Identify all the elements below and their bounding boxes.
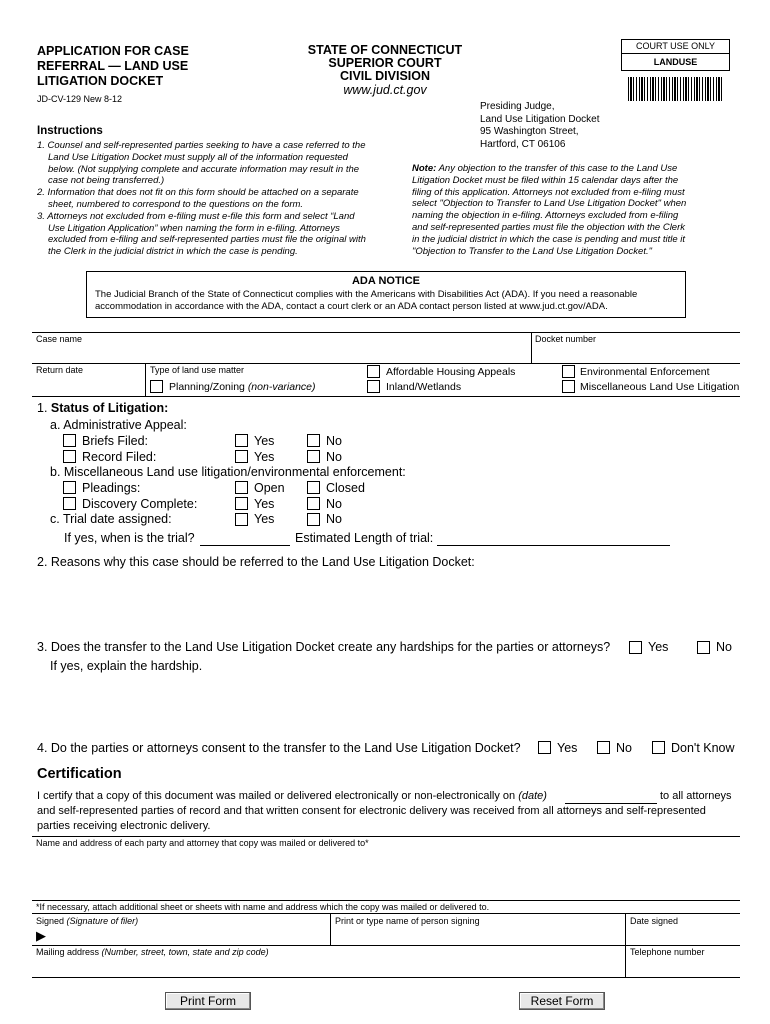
briefs-yes-checkbox[interactable] <box>235 434 248 447</box>
reasons-input[interactable] <box>36 573 736 633</box>
discovery-yes-label: Yes <box>254 497 275 511</box>
instruction-line: Land Use Litigation Docket must supply all of the information requested <box>48 151 348 163</box>
consent-yes-checkbox[interactable] <box>538 741 551 754</box>
hardship-yes-label: Yes <box>648 640 669 654</box>
reset-form-button[interactable]: Reset Form <box>519 992 605 1010</box>
divider <box>330 913 331 945</box>
briefs-yes-label: Yes <box>254 434 275 448</box>
court-website: www.jud.ct.gov <box>343 83 427 97</box>
instruction-line: the Clerk in the judicial district in which the case is pending. <box>48 246 298 258</box>
recipients-input[interactable] <box>34 850 738 898</box>
address-line: Presiding Judge, <box>480 101 555 112</box>
planning-zoning-label <box>169 381 316 393</box>
certification-text: I certify that a copy of this document was mailed or delivered electronically or non-electronically on <box>37 790 516 802</box>
discovery-label: Discovery Complete: <box>82 497 198 511</box>
environmental-enforcement-checkbox[interactable] <box>562 365 575 378</box>
instruction-line: below. (Not supplying complete and accurate information may result in the <box>48 163 360 175</box>
hardship-yes-checkbox[interactable] <box>629 641 642 654</box>
hardship-explain-label: If yes, explain the hardship. <box>50 659 203 673</box>
instruction-line: excluded from e-filing and self-represented parties must file the original with <box>48 234 366 246</box>
divider <box>32 396 740 397</box>
note-line: Any objection to the transfer of this case to the Land Use <box>438 163 678 174</box>
divider <box>32 977 740 978</box>
discovery-no-checkbox[interactable] <box>307 497 320 510</box>
consent-no-label: No <box>616 741 632 755</box>
hardship-question: 3. Does the transfer to the Land Use Litigation Docket create any hardships for the parties or attorneys? <box>37 640 611 654</box>
pleadings-closed-label: Closed <box>326 481 365 495</box>
affordable-housing-checkbox[interactable] <box>367 365 380 378</box>
certification-line-1 <box>37 790 547 802</box>
instruction-line: case not being transferred.) <box>48 175 165 187</box>
mailing-address-label <box>36 947 269 957</box>
discovery-no-label: No <box>326 497 342 511</box>
court-name: SUPERIOR COURT <box>328 56 442 70</box>
court-use-label: COURT USE ONLY <box>622 40 729 54</box>
court-state: STATE OF CONNECTICUT <box>307 43 463 57</box>
instruction-line: 3. Attorneys not excluded from e-filing must e-file this form and select “Land <box>37 210 355 222</box>
misc-land-use-checkbox[interactable] <box>562 380 575 393</box>
mailing-address-block <box>480 101 600 151</box>
hardship-explain-input[interactable] <box>48 677 736 732</box>
signed-text: Signed <box>36 916 65 926</box>
certification-line-2: and self-represented parties of record and that written consent for electronic delivery was received from all attorneys and self-represented <box>37 805 706 817</box>
trial-length-input[interactable] <box>437 545 670 546</box>
address-line: Land Use Litigation Docket <box>480 113 600 125</box>
record-yes-checkbox[interactable] <box>235 450 248 463</box>
divider <box>32 913 740 914</box>
court-use-value: LANDUSE <box>653 57 698 67</box>
case-name-label: Case name <box>36 334 83 344</box>
ada-title: ADA NOTICE <box>351 275 421 287</box>
discovery-yes-checkbox[interactable] <box>235 497 248 510</box>
recipients-label: Name and address of each party and attorney that copy was mailed or delivered to* <box>36 838 369 848</box>
admin-appeal-label: a. Administrative Appeal: <box>50 418 187 432</box>
trial-yes-checkbox[interactable] <box>235 513 248 526</box>
record-label: Record Filed: <box>82 450 157 464</box>
return-date-input[interactable] <box>34 376 142 394</box>
note-line: Litigation Docket must be filed within 15 calendar days after the <box>412 174 679 186</box>
inland-wetlands-label: Inland/Wetlands <box>386 381 462 393</box>
form-title <box>37 44 189 89</box>
environmental-enforcement-label: Environmental Enforcement <box>580 366 710 378</box>
note-line: in the judicial district in which the case is pending and must title it <box>412 233 685 245</box>
briefs-checkbox[interactable] <box>63 434 76 447</box>
divider <box>32 945 740 946</box>
pleadings-label: Pleadings: <box>82 481 141 495</box>
case-name-input[interactable] <box>34 344 528 362</box>
court-division: CIVIL DIVISION <box>339 69 431 83</box>
misc-land-use-label: Miscellaneous Land Use Litigation <box>580 381 740 393</box>
reasons-question: 2. Reasons why this case should be referred to the Land Use Litigation Docket: <box>37 555 475 569</box>
divider <box>32 836 740 837</box>
recipients-footnote: *If necessary, attach additional sheet or sheets with name and address which the copy was mailed or delivered to. <box>36 902 490 912</box>
ada-notice <box>86 271 686 318</box>
pleadings-open-label: Open <box>254 481 285 495</box>
pleadings-checkbox[interactable] <box>63 481 76 494</box>
court-use-box <box>621 39 730 71</box>
objection-note <box>412 163 686 257</box>
land-use-type-label: Type of land use matter <box>150 365 245 375</box>
certification-heading: Certification <box>37 766 122 782</box>
instruction-line: Use Litigation Application” when naming the form in e-filing. Attorneys <box>48 222 340 234</box>
record-no-checkbox[interactable] <box>307 450 320 463</box>
certification-date-input[interactable] <box>565 803 657 804</box>
certification-line-3: parties receiving electronic delivery. <box>37 820 211 832</box>
address-line: Hartford, CT 06106 <box>480 138 566 150</box>
instructions-heading: Instructions <box>37 125 103 137</box>
consent-yes-label: Yes <box>557 741 578 755</box>
consent-question: 4. Do the parties or attorneys consent to the transfer to the Land Use Litigation Docket? <box>37 741 521 755</box>
trial-no-label: No <box>326 512 342 526</box>
note-line: naming the objection in e-filing. Attorneys excluded from e-filing <box>412 210 679 222</box>
trial-assigned-label: c. Trial date assigned: <box>50 512 172 526</box>
title-line-1: APPLICATION FOR CASE <box>37 44 189 58</box>
ada-line: accommodation in accordance with the ADA, contact a court clerk or an ADA contact person listed at www.jud.ct.gov/ADA. <box>95 301 608 312</box>
consent-dont-know-label: Don't Know <box>671 741 735 755</box>
planning-zoning-note: (non-variance) <box>247 381 316 393</box>
date-signed-input[interactable] <box>628 927 738 943</box>
status-heading-text: Status of Litigation: <box>50 401 169 415</box>
ada-text <box>95 289 685 313</box>
trial-when-input[interactable] <box>200 545 290 546</box>
instructions-list <box>37 140 366 258</box>
trial-no-checkbox[interactable] <box>307 513 320 526</box>
status-heading-number: 1. <box>37 401 48 415</box>
inland-wetlands-checkbox[interactable] <box>367 380 380 393</box>
hardship-no-label: No <box>716 640 732 654</box>
discovery-checkbox[interactable] <box>63 497 76 510</box>
consent-dont-know-checkbox[interactable] <box>652 741 665 754</box>
date-signed-label: Date signed <box>630 916 679 926</box>
trial-when-label: If yes, when is the trial? <box>64 531 195 545</box>
status-heading <box>37 401 168 415</box>
hardship-no-checkbox[interactable] <box>697 641 710 654</box>
pleadings-open-checkbox[interactable] <box>235 481 248 494</box>
print-name-input[interactable] <box>334 927 624 943</box>
trial-yes-label: Yes <box>254 512 275 526</box>
mailing-text: Mailing address <box>36 947 100 957</box>
title-line-3: LITIGATION DOCKET <box>37 74 164 88</box>
record-yes-label: Yes <box>254 450 275 464</box>
telephone-label: Telephone number <box>630 947 705 957</box>
note-line: and self-represented parties must file the objection with the Clerk <box>412 221 685 233</box>
consent-no-checkbox[interactable] <box>597 741 610 754</box>
certification-line-1-end: to all attorneys <box>660 790 732 802</box>
court-heading <box>300 44 470 83</box>
affordable-housing-label: Affordable Housing Appeals <box>386 366 516 378</box>
signed-note: (Signature of filer) <box>66 916 139 926</box>
trial-length-label: Estimated Length of trial: <box>295 531 434 545</box>
pleadings-closed-checkbox[interactable] <box>307 481 320 494</box>
title-line-2: REFERRAL — LAND USE <box>37 59 189 73</box>
briefs-no-checkbox[interactable] <box>307 434 320 447</box>
certification-date-hint: (date) <box>518 790 547 802</box>
docket-number-label: Docket number <box>535 334 597 344</box>
form-id: JD-CV-129 New 8-12 <box>37 94 123 104</box>
print-name-label: Print or type name of person signing <box>335 916 480 926</box>
divider <box>32 900 740 901</box>
divider <box>531 332 532 364</box>
print-form-button[interactable]: Print Form <box>165 992 251 1010</box>
mailing-note: (Number, street, town, state and zip code) <box>101 947 269 957</box>
address-line: 95 Washington Street, <box>480 126 579 137</box>
instruction-line: 1. Counsel and self-represented parties seeking to have a case referred to the <box>37 140 366 151</box>
note-line: filing of this application. Attorneys not excluded from e-filing must <box>412 186 685 198</box>
ada-line: The Judicial Branch of the State of Connecticut complies with the Americans with Disabilities Act (ADA). If you need a reasonable <box>95 289 638 300</box>
record-checkbox[interactable] <box>63 450 76 463</box>
misc-litigation-label: b. Miscellaneous Land use litigation/environmental enforcement: <box>50 465 406 479</box>
telephone-input[interactable] <box>628 958 738 976</box>
divider <box>32 363 740 364</box>
divider <box>145 363 146 396</box>
note-label: Note: <box>412 163 437 174</box>
signed-label <box>36 916 138 926</box>
planning-zoning-text: Planning/Zoning <box>169 381 245 393</box>
briefs-label: Briefs Filed: <box>82 434 148 448</box>
return-date-label: Return date <box>36 365 84 375</box>
planning-zoning-checkbox[interactable] <box>150 380 163 393</box>
mailing-address-input[interactable] <box>34 958 622 976</box>
instruction-line: 2. Information that does not fit on this form should be attached on a separate <box>37 187 359 199</box>
record-no-label: No <box>326 450 342 464</box>
note-line: "Objection to Transfer to the Land Use Litigation Docket." <box>412 245 652 257</box>
signature-input[interactable] <box>52 927 327 943</box>
docket-number-input[interactable] <box>534 344 738 362</box>
divider <box>32 332 740 333</box>
barcode <box>628 77 722 101</box>
note-line: select "Objection to Transfer to Land Use Litigation Docket" when <box>412 198 687 210</box>
arrow-icon: ▶ <box>36 928 46 943</box>
instruction-line: sheet, numbered to correspond to the questions on the form. <box>48 198 304 210</box>
briefs-no-label: No <box>326 434 342 448</box>
